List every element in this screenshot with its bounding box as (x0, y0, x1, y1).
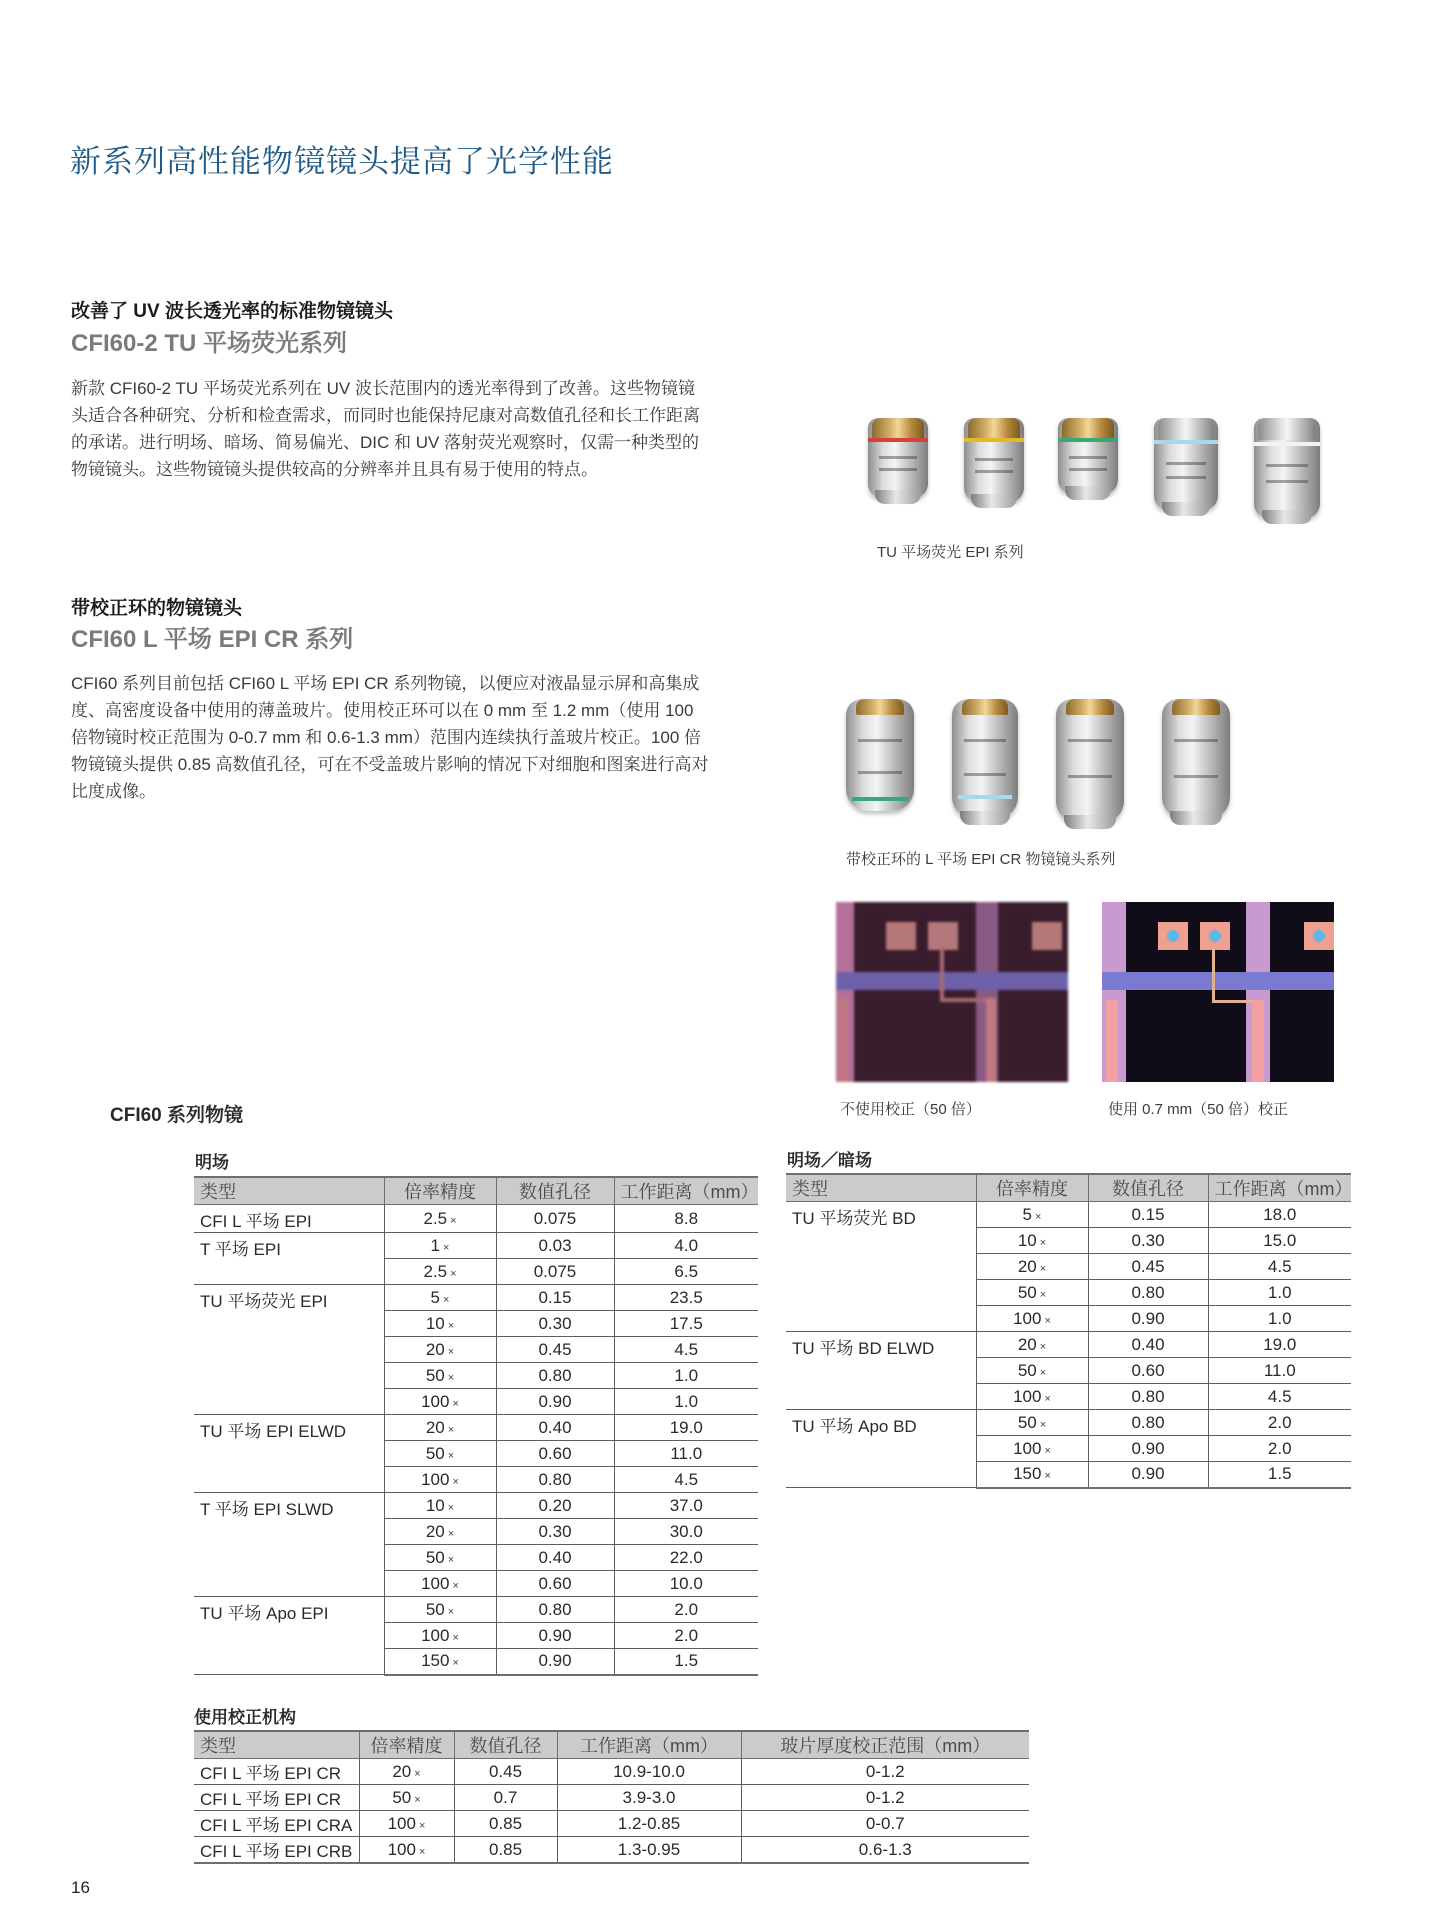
section2-subtitle: CFI60 L 平场 EPI CR 系列 (71, 626, 354, 653)
page-title: 新系列高性能物镜镜头提高了光学性能 (70, 144, 614, 179)
correction-body (194, 1759, 1029, 1864)
na-cell: 0.075 (496, 1205, 614, 1233)
na-cell: 0.90 (1088, 1436, 1208, 1462)
magnification-cell: 5 × (384, 1285, 496, 1311)
micrograph-without-correction (836, 902, 1068, 1082)
wd-cell: 22.0 (614, 1545, 758, 1571)
na-cell: 0.40 (1088, 1332, 1208, 1358)
magnification-cell: 10 × (384, 1311, 496, 1337)
col-na: 数值孔径 (1088, 1174, 1208, 1202)
col-na: 数值孔径 (454, 1731, 557, 1759)
wd-cell: 19.0 (614, 1415, 758, 1441)
cr-lens-100x-cra-illustration (1056, 699, 1124, 823)
col-type: 类型 (786, 1174, 976, 1202)
na-cell: 0.15 (496, 1285, 614, 1311)
cr-lens-20x-illustration (846, 699, 914, 811)
magnification-cell: 10 × (976, 1228, 1088, 1254)
magnification-cell: 50 × (976, 1410, 1088, 1436)
magnification-cell: 20 × (384, 1519, 496, 1545)
wd-cell: 8.8 (614, 1205, 758, 1233)
wd-cell: 4.5 (1208, 1254, 1351, 1280)
table-row (786, 1202, 1351, 1228)
magnification-cell: 20 × (976, 1254, 1088, 1280)
table-row (194, 1785, 1029, 1811)
type-cell: CFI L 平场 EPI CRA (194, 1811, 359, 1837)
brightfield-body (194, 1205, 758, 1675)
table-row (194, 1233, 758, 1259)
correction-range-cell: 0-0.7 (741, 1811, 1029, 1837)
wd-cell: 10.0 (614, 1571, 758, 1597)
wd-cell: 37.0 (614, 1493, 758, 1519)
magnification-cell: 100 × (976, 1436, 1088, 1462)
magnification-cell: 150 × (384, 1649, 496, 1675)
na-cell: 0.30 (496, 1311, 614, 1337)
correction-range-cell: 0-1.2 (741, 1759, 1029, 1785)
cr-lens-100x-crb-illustration (1162, 699, 1230, 819)
na-cell: 0.80 (1088, 1384, 1208, 1410)
type-cell: CFI L 平场 EPI CR (194, 1759, 359, 1785)
col-magnification: 倍率精度 (384, 1177, 496, 1205)
brightdark-table (786, 1173, 1351, 1489)
section2-paragraph: CFI60 系列目前包括 CFI60 L 平场 EPI CR 系列物镜，以便应对液晶显示屏和高集成 度、高密度设备中使用的薄盖玻片。使用校正环可以在 0 mm 至 1.2 mm（使用 100 倍物镜时校正范围为 0-0.7 mm 和 0.6-1.3 mm）范围内连续执行盖玻片校正。100 倍 物镜镜头提供 0.85 高数值孔径，可在不受盖玻片影响的情况下对细胞和图案进行高对 比度成像。 (71, 674, 709, 801)
na-cell: 0.80 (496, 1597, 614, 1623)
na-cell: 0.90 (496, 1389, 614, 1415)
magnification-cell: 50 × (976, 1280, 1088, 1306)
col-wd: 工作距离（mm） (1208, 1174, 1351, 1202)
magnification-cell: 50 × (359, 1785, 454, 1811)
col-correction-range: 玻片厚度校正范围（mm） (741, 1731, 1029, 1759)
type-cell: TU 平场 Apo EPI (194, 1597, 384, 1675)
lens-100x-illustration (1254, 418, 1320, 518)
table-row (194, 1493, 758, 1519)
micrograph-with-correction (1102, 902, 1334, 1082)
wd-cell: 1.0 (1208, 1306, 1351, 1332)
magnification-cell: 100 × (976, 1306, 1088, 1332)
comparison-caption-with: 使用 0.7 mm（50 倍）校正 (1108, 1101, 1289, 1118)
type-cell: T 平场 EPI (194, 1233, 384, 1285)
magnification-cell: 50 × (384, 1545, 496, 1571)
na-cell: 0.40 (496, 1545, 614, 1571)
magnification-cell: 1 × (384, 1233, 496, 1259)
magnification-cell: 50 × (384, 1597, 496, 1623)
na-cell: 0.45 (454, 1759, 557, 1785)
wd-cell: 15.0 (1208, 1228, 1351, 1254)
wd-cell: 2.0 (1208, 1410, 1351, 1436)
wd-cell: 30.0 (614, 1519, 758, 1545)
na-cell: 0.45 (496, 1337, 614, 1363)
type-cell: CFI L 平场 EPI CRB (194, 1837, 359, 1864)
type-cell: T 平场 EPI SLWD (194, 1493, 384, 1597)
type-cell: TU 平场 BD ELWD (786, 1332, 976, 1410)
col-wd: 工作距离（mm） (557, 1731, 741, 1759)
cr-image-caption: 带校正环的 L 平场 EPI CR 物镜镜头系列 (846, 851, 1116, 868)
na-cell: 0.80 (496, 1467, 614, 1493)
brightfield-table (194, 1176, 758, 1676)
magnification-cell: 10 × (384, 1493, 496, 1519)
na-cell: 0.90 (1088, 1306, 1208, 1332)
magnification-cell: 20 × (976, 1332, 1088, 1358)
wd-cell: 1.0 (614, 1363, 758, 1389)
table-row (194, 1285, 758, 1311)
wd-cell: 2.0 (614, 1597, 758, 1623)
correction-table (194, 1730, 1029, 1864)
wd-cell: 2.0 (1208, 1436, 1351, 1462)
tu-epi-lens-series-image (860, 410, 1340, 540)
magnification-cell: 100 × (384, 1389, 496, 1415)
na-cell: 0.30 (496, 1519, 614, 1545)
na-cell: 0.60 (496, 1441, 614, 1467)
brightdark-label: 明场／暗场 (787, 1151, 872, 1170)
magnification-cell: 50 × (384, 1441, 496, 1467)
wd-cell: 4.5 (614, 1337, 758, 1363)
na-cell: 0.90 (496, 1623, 614, 1649)
section1-paragraph: 新款 CFI60-2 TU 平场荧光系列在 UV 波长范围内的透光率得到了改善。这些物镜镜 头适合各种研究、分析和检查需求，而同时也能保持尼康对高数值孔径和长工作距离 的承诺。进行明场、暗场、简易偏光、DIC 和 UV 落射荧光观察时，仅需一种类型的 物镜镜头。这些物镜镜头提供较高的分辨率并且具有易于使用的特点。 (71, 379, 700, 479)
wd-cell: 1.0 (614, 1389, 758, 1415)
type-cell: TU 平场荧光 EPI (194, 1285, 384, 1415)
comparison-caption-without: 不使用校正（50 倍） (840, 1101, 981, 1118)
table-row (786, 1332, 1351, 1358)
wd-cell: 1.0 (1208, 1280, 1351, 1306)
table-row (786, 1410, 1351, 1436)
na-cell: 0.80 (1088, 1280, 1208, 1306)
na-cell: 0.80 (496, 1363, 614, 1389)
na-cell: 0.7 (454, 1785, 557, 1811)
section1-kicker: 改善了 UV 波长透光率的标准物镜镜头 (71, 301, 393, 322)
wd-cell: 6.5 (614, 1259, 758, 1285)
tu-epi-image-caption: TU 平场荧光 EPI 系列 (877, 544, 1024, 561)
col-type: 类型 (194, 1731, 359, 1759)
magnification-cell: 100 × (384, 1571, 496, 1597)
specs-heading: CFI60 系列物镜 (110, 1105, 244, 1126)
brightfield-label: 明场 (195, 1153, 229, 1172)
wd-cell: 1.2-0.85 (557, 1811, 741, 1837)
brightdark-body (786, 1202, 1351, 1488)
wd-cell: 4.5 (1208, 1384, 1351, 1410)
magnification-cell: 20 × (384, 1337, 496, 1363)
correction-range-cell: 0.6-1.3 (741, 1837, 1029, 1864)
correction-range-cell: 0-1.2 (741, 1785, 1029, 1811)
na-cell: 0.15 (1088, 1202, 1208, 1228)
type-cell: CFI L 平场 EPI CR (194, 1785, 359, 1811)
na-cell: 0.90 (496, 1649, 614, 1675)
na-cell: 0.80 (1088, 1410, 1208, 1436)
wd-cell: 1.5 (614, 1649, 758, 1675)
magnification-cell: 100 × (384, 1623, 496, 1649)
na-cell: 0.60 (1088, 1358, 1208, 1384)
wd-cell: 10.9-10.0 (557, 1759, 741, 1785)
table-row (194, 1415, 758, 1441)
magnification-cell: 2.5 × (384, 1205, 496, 1233)
na-cell: 0.40 (496, 1415, 614, 1441)
wd-cell: 23.5 (614, 1285, 758, 1311)
table-row (194, 1837, 1029, 1864)
lens-5x-illustration (868, 418, 928, 498)
na-cell: 0.30 (1088, 1228, 1208, 1254)
magnification-cell: 150 × (976, 1462, 1088, 1488)
na-cell: 0.075 (496, 1259, 614, 1285)
na-cell: 0.85 (454, 1837, 557, 1864)
wd-cell: 1.5 (1208, 1462, 1351, 1488)
col-wd: 工作距离（mm） (614, 1177, 758, 1205)
col-na: 数值孔径 (496, 1177, 614, 1205)
section2-kicker: 带校正环的物镜镜头 (71, 598, 243, 619)
section1-subtitle: CFI60-2 TU 平场荧光系列 (71, 330, 348, 357)
type-cell: TU 平场 Apo BD (786, 1410, 976, 1488)
col-type: 类型 (194, 1177, 384, 1205)
na-cell: 0.03 (496, 1233, 614, 1259)
wd-cell: 4.0 (614, 1233, 758, 1259)
page-number: 16 (71, 1878, 90, 1897)
magnification-cell: 100 × (359, 1811, 454, 1837)
magnification-cell: 100 × (359, 1837, 454, 1864)
wd-cell: 11.0 (614, 1441, 758, 1467)
magnification-cell: 50 × (976, 1358, 1088, 1384)
wd-cell: 1.3-0.95 (557, 1837, 741, 1864)
magnification-cell: 2.5 × (384, 1259, 496, 1285)
wd-cell: 3.9-3.0 (557, 1785, 741, 1811)
na-cell: 0.45 (1088, 1254, 1208, 1280)
type-cell: CFI L 平场 EPI (194, 1205, 384, 1233)
wd-cell: 17.5 (614, 1311, 758, 1337)
wd-cell: 2.0 (614, 1623, 758, 1649)
wd-cell: 4.5 (614, 1467, 758, 1493)
na-cell: 0.60 (496, 1571, 614, 1597)
na-cell: 0.20 (496, 1493, 614, 1519)
col-magnification: 倍率精度 (976, 1174, 1088, 1202)
type-cell: TU 平场 EPI ELWD (194, 1415, 384, 1493)
type-cell: TU 平场荧光 BD (786, 1202, 976, 1332)
lens-10x-illustration (964, 418, 1024, 502)
wd-cell: 11.0 (1208, 1358, 1351, 1384)
correction-label: 使用校正机构 (194, 1708, 296, 1727)
na-cell: 0.85 (454, 1811, 557, 1837)
lens-20x-illustration (1058, 418, 1118, 494)
table-row (194, 1759, 1029, 1785)
wd-cell: 19.0 (1208, 1332, 1351, 1358)
cr-lens-50x-illustration (952, 699, 1018, 819)
magnification-cell: 50 × (384, 1363, 496, 1389)
magnification-cell: 5 × (976, 1202, 1088, 1228)
na-cell: 0.90 (1088, 1462, 1208, 1488)
table-row (194, 1205, 758, 1233)
lens-50x-illustration (1154, 418, 1218, 510)
magnification-cell: 20 × (359, 1759, 454, 1785)
table-row (194, 1597, 758, 1623)
table-row (194, 1811, 1029, 1837)
magnification-cell: 20 × (384, 1415, 496, 1441)
magnification-cell: 100 × (976, 1384, 1088, 1410)
col-magnification: 倍率精度 (359, 1731, 454, 1759)
magnification-cell: 100 × (384, 1467, 496, 1493)
cr-lens-series-image (840, 695, 1260, 835)
wd-cell: 18.0 (1208, 1202, 1351, 1228)
